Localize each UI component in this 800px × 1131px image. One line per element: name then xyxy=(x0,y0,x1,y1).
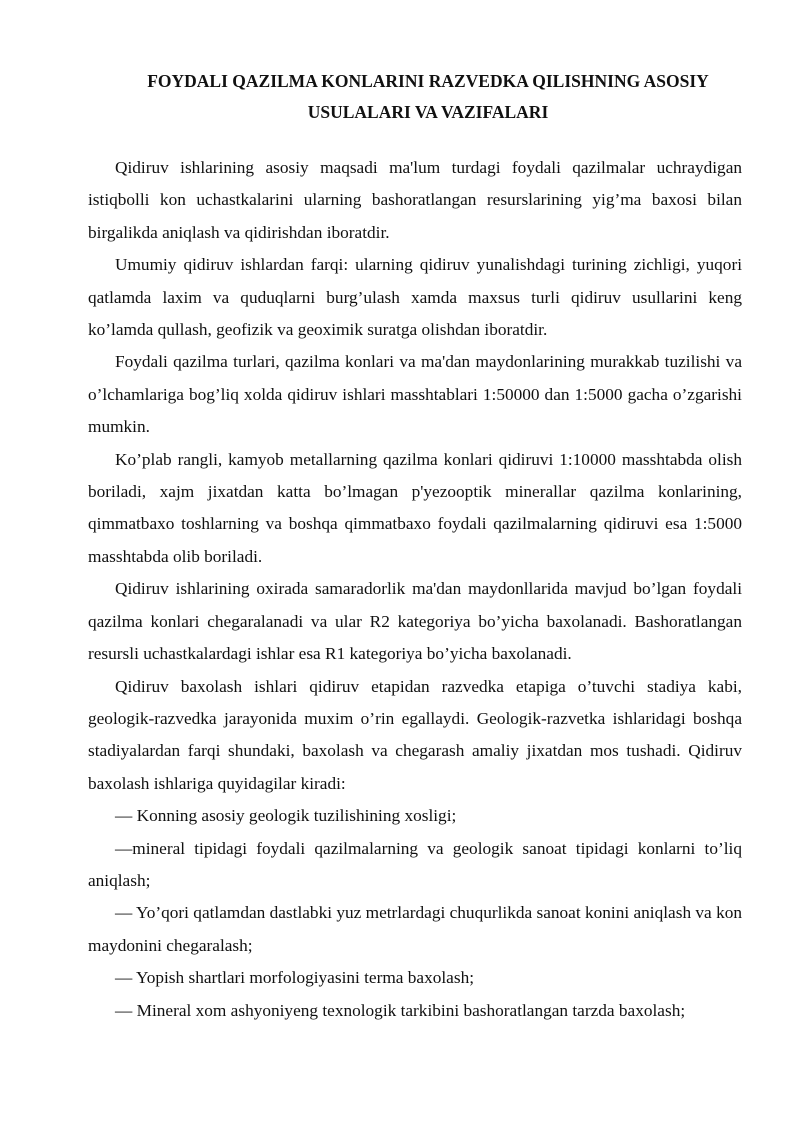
list-item: — Yo’qori qatlamdan dastlabki yuz metrlardagi chuqurlikda sanoat konini aniqlash va kon maydonini chegaralash; xyxy=(88,903,742,955)
paragraph-evaluation: Qidiruv baxolash ishlari qidiruv etapidan razvedka etapiga o’tuvchi stadiya kabi, geologik-razvedka jarayonida muxim o’rin egallaydi. Geologik-razvetka ishlaridagi boshqa stadiyalardan farqi shundaki, baxolash va chegarash amaliy jixatdan mos tushadi. Qidiruv baxolash ishlariga quyidagilar kiradi: xyxy=(88,676,742,793)
document-page xyxy=(88,66,742,1027)
paragraph-differences: Umumiy qidiruv ishlardan farqi: ularning qidiruv yunalishdagi turining zichligi, yuqori qatlamda laxim va quduqlarni burg’ulash xamda maxsus turli qidiruv usullarini keng ko’lamda qullash, geofizik va geoximik suratga olishdan iboratdir. xyxy=(88,255,742,340)
paragraph-scales: Foydali qazilma turlari, qazilma konlari va ma'dan maydonlarining murakkab tuzilishi va o’lchamlariga bog’liq xolda qidiruv ishlari masshtablari 1:50000 dan 1:5000 gacha o’zgarishi mumkin. xyxy=(88,352,742,437)
list-item: — Yopish shartlari morfologiyasini terma baxolash; xyxy=(115,968,475,988)
list-item: — Konning asosiy geologik tuzilishining xosligi; xyxy=(115,806,457,826)
title-line-1: FOYDALI QAZILMA KONLARINI RAZVEDKA QILISHNING ASOSIY xyxy=(147,71,709,91)
list-item: — Mineral xom ashyoniyeng texnologik tarkibini bashoratlangan tarzda baxolash; xyxy=(115,1000,686,1020)
document-title xyxy=(88,66,742,128)
document-body xyxy=(88,152,742,1027)
paragraph-purpose: Qidiruv ishlarining asosiy maqsadi ma'lum turdagi foydali qazilmalar uchraydigan istiqbolli kon uchastkalarini ularning bashoratlangan resurslarining yig’ma baxosi bilan birgalikda aniqlash va qidirishdan iboratdir. xyxy=(88,158,742,242)
list-item: —mineral tipidagi foydali qazilmalarning va geologik sanoat tipidagi konlarni to’liq aniqlash; xyxy=(88,838,742,890)
paragraph-metals: Ko’plab rangli, kamyob metallarning qazilma konlari qidiruvi 1:10000 masshtabda olish boriladi, xajm jixatdan katta bo’lmagan p'yezooptik minerallar qazilma konlarining, qimmatbaxo toshlarning va boshqa qimmatbaxo foydali qazilmalarning qidiruvi esa 1:5000 masshtabda olib boriladi. xyxy=(88,449,742,566)
title-line-2: USULALARI VA VAZIFALARI xyxy=(307,102,549,122)
paragraph-results: Qidiruv ishlarining oxirada samaradorlik ma'dan maydonllarida mavjud bo’lgan foydali qazilma konlari chegaralanadi va ular R2 kategoriya bo’yicha baxolanadi. Bashoratlangan resursli uchastkalardagi ishlar esa R1 kategoriya bo’yicha baxolanadi. xyxy=(88,579,742,664)
